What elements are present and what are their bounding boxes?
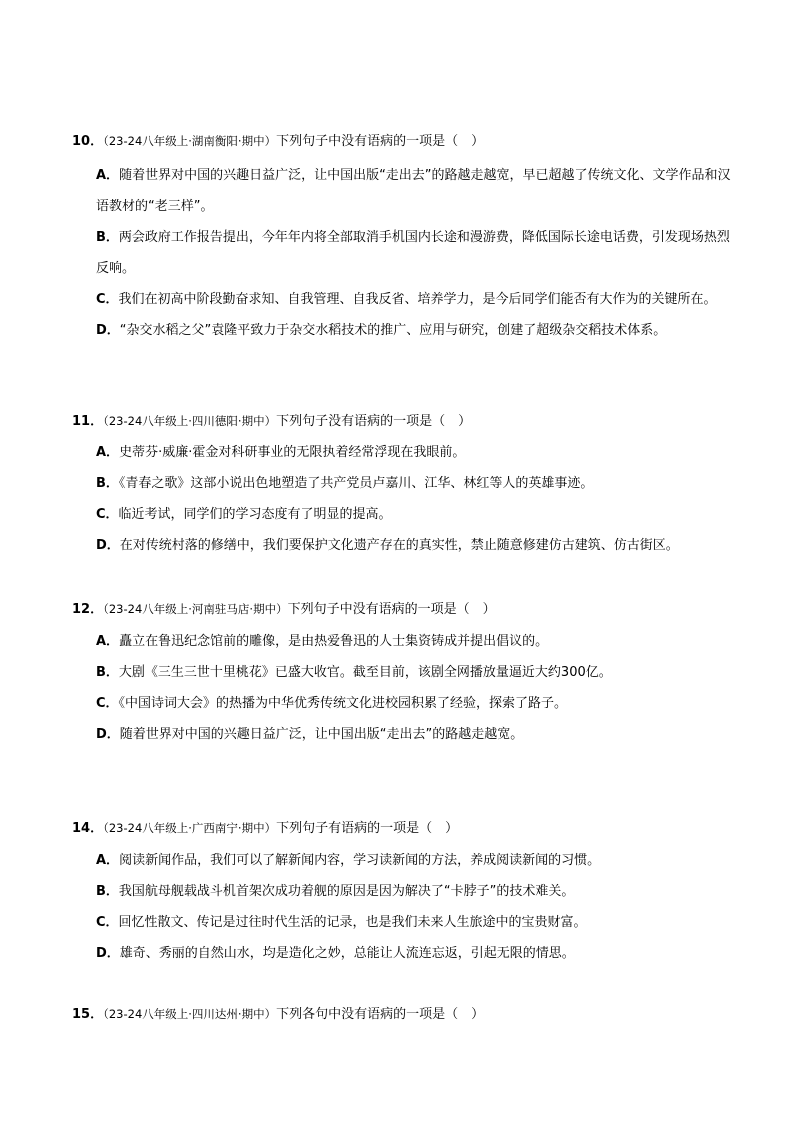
question-source: （23-24八年级上·四川达州·期中） — [103, 1007, 277, 1021]
question-text: 下列句子中没有语病的一项是（ ） — [287, 602, 496, 617]
question-stem — [72, 131, 732, 151]
question-number: 11 — [72, 414, 91, 429]
option-c — [96, 284, 732, 315]
option-letter: A． — [96, 168, 120, 183]
option-letter: B． — [96, 230, 119, 245]
option-letter: C． — [96, 915, 119, 930]
option-b — [96, 222, 732, 284]
question-12 — [72, 599, 732, 750]
question-stem — [72, 411, 732, 431]
option-text: 临近考试，同学们的学习态度有了明显的提高。 — [118, 507, 392, 522]
option-letter: D． — [96, 946, 120, 961]
option-letter: A． — [96, 634, 120, 649]
option-text: 两会政府工作报告提出，今年年内将全部取消手机国内长途和漫游费，降低国际长途电话费，引发现场热烈反响。 — [96, 230, 730, 276]
option-b — [96, 468, 732, 499]
option-text: 我们在初高中阶段勤奋求知、自我管理、自我反省、培养学力，是今后同学们能否有大作为的关键所在。 — [118, 292, 717, 307]
question-dot: ． — [90, 134, 104, 149]
question-14 — [72, 818, 732, 969]
option-a — [96, 160, 732, 222]
option-letter: A． — [96, 445, 120, 460]
question-10 — [72, 131, 732, 346]
option-letter: B． — [96, 884, 119, 899]
option-text: 随着世界对中国的兴趣日益广泛，让中国出版“走出去”的路越走越宽，早已超越了传统文化、文学作品和汉语教材的“老三样”。 — [96, 168, 731, 214]
option-letter: A． — [96, 853, 120, 868]
question-text: 下列句子没有语病的一项是（ ） — [276, 414, 472, 429]
question-dot: ． — [90, 414, 104, 429]
option-letter: B． — [96, 665, 119, 680]
question-11 — [72, 411, 732, 561]
option-text: 阅读新闻作品，我们可以了解新闻内容，学习读新闻的方法，养成阅读新闻的习惯。 — [119, 853, 601, 868]
question-text: 下列句子有语病的一项是（ ） — [276, 821, 459, 836]
option-text: 《中国诗词大会》的热播为中华优秀传统文化进校园积累了经验，探索了路子。 — [118, 696, 568, 711]
option-c — [96, 499, 732, 530]
question-text: 下列句子中没有语病的一项是（ ） — [276, 134, 485, 149]
option-d — [96, 938, 732, 969]
option-letter: C． — [96, 696, 119, 711]
option-c — [96, 907, 732, 938]
question-dot: ． — [90, 821, 104, 836]
option-b — [96, 876, 732, 907]
option-text: 我国航母舰载战斗机首架次成功着舰的原因是因为解决了“卡脖子”的技术难关。 — [118, 884, 575, 899]
option-letter: D． — [96, 323, 120, 338]
option-text: 在对传统村落的修缮中，我们要保护文化遗产存在的真实性，禁止随意修建仿古建筑、仿古街区。 — [119, 538, 679, 553]
question-source: （23-24八年级上·广西南宁·期中） — [103, 821, 277, 835]
question-stem — [72, 818, 732, 838]
option-c — [96, 688, 732, 719]
question-stem — [72, 1004, 732, 1024]
question-number: 15 — [72, 1007, 91, 1022]
option-d — [96, 315, 732, 346]
option-letter: D． — [96, 727, 120, 742]
option-a — [96, 626, 732, 657]
option-d — [96, 530, 732, 561]
question-number: 10 — [72, 134, 91, 149]
question-source: （23-24八年级上·四川德阳·期中） — [103, 414, 277, 428]
option-letter: C． — [96, 292, 119, 307]
option-text: 大剧《三生三世十里桃花》已盛大收官。截至目前，该剧全网播放量逼近大约300亿。 — [118, 665, 612, 680]
option-d — [96, 719, 732, 750]
option-letter: D． — [96, 538, 120, 553]
option-letter: C． — [96, 507, 119, 522]
option-text: 矗立在鲁迅纪念馆前的雕像，是由热爱鲁迅的人士集资铸成并提出倡议的。 — [119, 634, 549, 649]
option-letter: B． — [96, 476, 119, 491]
question-source: （23-24八年级上·河南驻马店·期中） — [103, 602, 288, 616]
question-number: 12 — [72, 602, 91, 617]
option-a — [96, 845, 732, 876]
option-text: 《青春之歌》这部小说出色地塑造了共产党员卢嘉川、江华、林红等人的英雄事迹。 — [118, 476, 594, 491]
question-15 — [72, 1004, 732, 1024]
question-source: （23-24八年级上·湖南衡阳·期中） — [103, 134, 277, 148]
question-number: 14 — [72, 821, 91, 836]
option-text: 随着世界对中国的兴趣日益广泛，让中国出版“走出去”的路越走越宽。 — [119, 727, 524, 742]
option-text: 史蒂芬·威廉·霍金对科研事业的无限执着经常浮现在我眼前。 — [119, 445, 466, 460]
option-text: 雄奇、秀丽的自然山水，均是造化之妙，总能让人流连忘返，引起无限的情思。 — [119, 946, 575, 961]
option-text: 回忆性散文、传记是过往时代生活的记录，也是我们未来人生旅途中的宝贵财富。 — [118, 915, 587, 930]
question-stem — [72, 599, 732, 619]
question-dot: ． — [90, 1007, 104, 1022]
option-b — [96, 657, 732, 688]
option-text: “杂交水稻之父”袁隆平致力于杂交水稻技术的推广、应用与研究，创建了超级杂交稻技术体系。 — [119, 323, 667, 338]
question-text: 下列各句中没有语病的一项是（ ） — [276, 1007, 485, 1022]
question-dot: ． — [90, 602, 104, 617]
option-a — [96, 437, 732, 468]
